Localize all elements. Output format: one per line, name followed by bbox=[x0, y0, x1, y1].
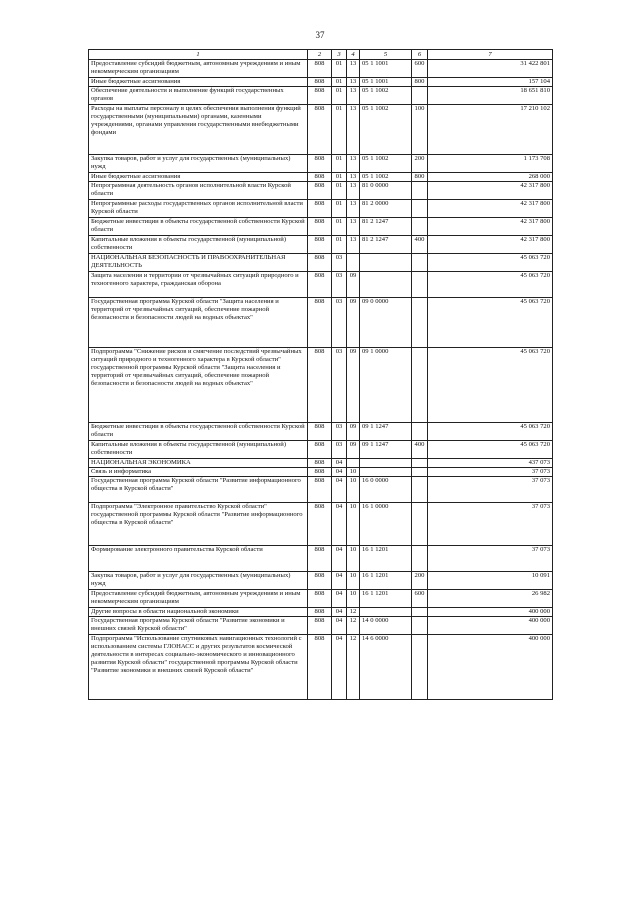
amount: 37 073 bbox=[428, 477, 553, 503]
code-section: 04 bbox=[332, 503, 347, 546]
code-section: 04 bbox=[332, 617, 347, 635]
code-expense-type bbox=[412, 423, 428, 441]
row-name: Государственная программа Курской области "Защита населения и территорий от чрезвычайных ситуаций, обеспечение пожарной безопасности и безопасности людей на водных объектах" bbox=[89, 298, 308, 348]
code-expense-type bbox=[412, 503, 428, 546]
code-target-article: 05 1 1001 bbox=[360, 60, 412, 78]
code-target-article bbox=[360, 608, 412, 617]
code-department: 808 bbox=[308, 254, 332, 272]
row-name: Защита населения и территории от чрезвычайных ситуаций природного и техногенного характера, гражданская оборона bbox=[89, 272, 308, 298]
code-target-article: 81 2 0000 bbox=[360, 200, 412, 218]
code-target-article bbox=[360, 272, 412, 298]
row-name: Предоставление субсидий бюджетным, автономным учреждениям и иным некоммерческим организациям bbox=[89, 590, 308, 608]
amount: 45 063 720 bbox=[428, 348, 553, 423]
code-section: 01 bbox=[332, 173, 347, 182]
code-target-article: 81 0 0000 bbox=[360, 182, 412, 200]
code-subsection: 13 bbox=[347, 173, 360, 182]
header-col-3: 3 bbox=[332, 50, 347, 60]
code-expense-type bbox=[412, 254, 428, 272]
table-row bbox=[89, 173, 553, 182]
code-target-article: 16 1 1201 bbox=[360, 572, 412, 590]
amount: 10 091 bbox=[428, 572, 553, 590]
code-department: 808 bbox=[308, 441, 332, 459]
code-target-article: 16 1 1201 bbox=[360, 590, 412, 608]
code-section: 01 bbox=[332, 155, 347, 173]
code-expense-type bbox=[412, 200, 428, 218]
table-row bbox=[89, 254, 553, 272]
code-section: 01 bbox=[332, 218, 347, 236]
table-row bbox=[89, 155, 553, 173]
budget-table bbox=[88, 49, 553, 700]
row-name: Капитальные вложения в объекты государственной (муниципальной) собственности bbox=[89, 441, 308, 459]
table-row bbox=[89, 236, 553, 254]
code-department: 808 bbox=[308, 173, 332, 182]
code-department: 808 bbox=[308, 236, 332, 254]
code-department: 808 bbox=[308, 218, 332, 236]
amount: 42 317 800 bbox=[428, 182, 553, 200]
code-section: 01 bbox=[332, 60, 347, 78]
code-department: 808 bbox=[308, 617, 332, 635]
header-col-4: 4 bbox=[347, 50, 360, 60]
code-target-article: 14 6 0000 bbox=[360, 635, 412, 700]
code-expense-type bbox=[412, 477, 428, 503]
row-name: Формирование электронного правительства Курской области bbox=[89, 546, 308, 572]
row-name: Связь и информатика bbox=[89, 468, 308, 477]
amount: 37 073 bbox=[428, 468, 553, 477]
header-row bbox=[89, 50, 553, 60]
table-row bbox=[89, 546, 553, 572]
code-subsection: 13 bbox=[347, 200, 360, 218]
code-subsection: 13 bbox=[347, 155, 360, 173]
code-subsection: 10 bbox=[347, 477, 360, 503]
code-target-article: 05 1 1002 bbox=[360, 155, 412, 173]
code-subsection: 13 bbox=[347, 218, 360, 236]
code-expense-type bbox=[412, 468, 428, 477]
code-subsection: 13 bbox=[347, 87, 360, 105]
row-name: Закупка товаров, работ и услуг для государственных (муниципальных) нужд bbox=[89, 572, 308, 590]
amount: 26 982 bbox=[428, 590, 553, 608]
code-section: 03 bbox=[332, 298, 347, 348]
code-subsection: 13 bbox=[347, 182, 360, 200]
table-row bbox=[89, 298, 553, 348]
code-department: 808 bbox=[308, 503, 332, 546]
code-subsection: 09 bbox=[347, 348, 360, 423]
code-target-article: 16 1 1201 bbox=[360, 546, 412, 572]
code-expense-type: 400 bbox=[412, 441, 428, 459]
code-section: 03 bbox=[332, 272, 347, 298]
code-department: 808 bbox=[308, 348, 332, 423]
amount: 37 073 bbox=[428, 503, 553, 546]
table-row bbox=[89, 78, 553, 87]
row-name: Непрограммная деятельность органов исполнительной власти Курской области bbox=[89, 182, 308, 200]
row-name: Подпрограмма "Снижение рисков и смягчение последствий чрезвычайных ситуаций природного и техногенного характера в Курской области" государственной программы Курской области "Защита населения и территорий от чрезвычайных ситуаций, обеспечение пожарной безопасности и безопасности людей на водных объектах" bbox=[89, 348, 308, 423]
code-section: 03 bbox=[332, 441, 347, 459]
code-department: 808 bbox=[308, 298, 332, 348]
code-subsection: 12 bbox=[347, 617, 360, 635]
amount: 18 651 810 bbox=[428, 87, 553, 105]
row-name: Иные бюджетные ассигнования bbox=[89, 78, 308, 87]
code-department: 808 bbox=[308, 272, 332, 298]
code-expense-type: 600 bbox=[412, 590, 428, 608]
row-name: Подпрограмма "Электронное правительство Курской области" государственной программы Курской области "Развитие информационного общества в Курской области" bbox=[89, 503, 308, 546]
amount: 42 317 800 bbox=[428, 200, 553, 218]
table-row bbox=[89, 182, 553, 200]
table-row bbox=[89, 272, 553, 298]
amount: 31 422 801 bbox=[428, 60, 553, 78]
table-row bbox=[89, 590, 553, 608]
code-section: 04 bbox=[332, 477, 347, 503]
row-name: Бюджетные инвестиции в объекты государственной собственности Курской области bbox=[89, 218, 308, 236]
code-target-article: 05 1 1001 bbox=[360, 78, 412, 87]
header-col-5: 5 bbox=[360, 50, 412, 60]
code-target-article: 09 1 0000 bbox=[360, 348, 412, 423]
code-department: 808 bbox=[308, 155, 332, 173]
code-department: 808 bbox=[308, 590, 332, 608]
code-department: 808 bbox=[308, 423, 332, 441]
amount: 45 063 720 bbox=[428, 423, 553, 441]
code-department: 808 bbox=[308, 468, 332, 477]
code-department: 808 bbox=[308, 87, 332, 105]
code-subsection: 09 bbox=[347, 272, 360, 298]
code-target-article: 81 2 1247 bbox=[360, 236, 412, 254]
code-target-article: 09 1 1247 bbox=[360, 441, 412, 459]
table-row bbox=[89, 635, 553, 700]
code-subsection: 10 bbox=[347, 468, 360, 477]
code-target-article: 14 0 0000 bbox=[360, 617, 412, 635]
code-section: 04 bbox=[332, 546, 347, 572]
code-expense-type bbox=[412, 617, 428, 635]
code-section: 03 bbox=[332, 254, 347, 272]
amount: 400 000 bbox=[428, 608, 553, 617]
table-row bbox=[89, 608, 553, 617]
code-subsection: 09 bbox=[347, 423, 360, 441]
code-department: 808 bbox=[308, 60, 332, 78]
code-expense-type: 100 bbox=[412, 105, 428, 155]
code-section: 04 bbox=[332, 608, 347, 617]
code-subsection: 13 bbox=[347, 60, 360, 78]
code-expense-type bbox=[412, 182, 428, 200]
code-department: 808 bbox=[308, 477, 332, 503]
code-expense-type bbox=[412, 298, 428, 348]
code-section: 04 bbox=[332, 572, 347, 590]
table-row bbox=[89, 572, 553, 590]
table-row bbox=[89, 459, 553, 468]
row-name: Капитальные вложения в объекты государственной (муниципальной) собственности bbox=[89, 236, 308, 254]
code-department: 808 bbox=[308, 608, 332, 617]
code-expense-type bbox=[412, 87, 428, 105]
row-name: Предоставление субсидий бюджетным, автономным учреждениям и иным некоммерческим организациям bbox=[89, 60, 308, 78]
code-target-article: 16 0 0000 bbox=[360, 477, 412, 503]
code-target-article bbox=[360, 468, 412, 477]
code-subsection: 10 bbox=[347, 503, 360, 546]
row-name: Обеспечение деятельности и выполнение функций государственных органов bbox=[89, 87, 308, 105]
table-row bbox=[89, 60, 553, 78]
code-expense-type bbox=[412, 272, 428, 298]
code-section: 04 bbox=[332, 459, 347, 468]
table-row bbox=[89, 423, 553, 441]
table-row bbox=[89, 468, 553, 477]
amount: 45 063 720 bbox=[428, 272, 553, 298]
amount: 45 063 720 bbox=[428, 254, 553, 272]
code-subsection: 09 bbox=[347, 298, 360, 348]
code-department: 808 bbox=[308, 572, 332, 590]
code-department: 808 bbox=[308, 200, 332, 218]
code-section: 01 bbox=[332, 78, 347, 87]
code-department: 808 bbox=[308, 459, 332, 468]
code-expense-type: 200 bbox=[412, 155, 428, 173]
code-section: 04 bbox=[332, 635, 347, 700]
code-subsection: 13 bbox=[347, 78, 360, 87]
code-expense-type bbox=[412, 635, 428, 700]
amount: 437 073 bbox=[428, 459, 553, 468]
code-subsection bbox=[347, 254, 360, 272]
code-department: 808 bbox=[308, 546, 332, 572]
row-name: Иные бюджетные ассигнования bbox=[89, 173, 308, 182]
code-subsection: 12 bbox=[347, 608, 360, 617]
row-name: Расходы на выплаты персоналу в целях обеспечения выполнения функций государственными (муниципальными) органами, казенными учреждениями, органами управления государственными внебюджетными фондами bbox=[89, 105, 308, 155]
row-name: Непрограммные расходы государственных органов исполнительной власти Курской области bbox=[89, 200, 308, 218]
code-expense-type: 400 bbox=[412, 236, 428, 254]
code-subsection: 09 bbox=[347, 441, 360, 459]
header-col-6: 6 bbox=[412, 50, 428, 60]
code-expense-type: 800 bbox=[412, 78, 428, 87]
code-section: 01 bbox=[332, 182, 347, 200]
code-target-article: 81 2 1247 bbox=[360, 218, 412, 236]
code-section: 01 bbox=[332, 105, 347, 155]
code-section: 01 bbox=[332, 200, 347, 218]
code-target-article: 05 1 1002 bbox=[360, 105, 412, 155]
amount: 400 000 bbox=[428, 635, 553, 700]
amount: 42 317 800 bbox=[428, 218, 553, 236]
amount: 45 063 720 bbox=[428, 298, 553, 348]
table-row bbox=[89, 477, 553, 503]
code-expense-type bbox=[412, 348, 428, 423]
code-subsection: 13 bbox=[347, 105, 360, 155]
code-expense-type bbox=[412, 608, 428, 617]
code-subsection: 10 bbox=[347, 572, 360, 590]
code-expense-type bbox=[412, 218, 428, 236]
code-target-article: 05 1 1002 bbox=[360, 173, 412, 182]
amount: 157 104 bbox=[428, 78, 553, 87]
code-expense-type: 800 bbox=[412, 173, 428, 182]
code-department: 808 bbox=[308, 635, 332, 700]
table-row bbox=[89, 348, 553, 423]
table-body bbox=[89, 60, 553, 700]
row-name: НАЦИОНАЛЬНАЯ ЭКОНОМИКА bbox=[89, 459, 308, 468]
code-target-article: 16 1 0000 bbox=[360, 503, 412, 546]
row-name: Государственная программа Курской области "Развитие экономики и внешних связей Курской области" bbox=[89, 617, 308, 635]
row-name: Государственная программа Курской области "Развитие информационного общества в Курской области" bbox=[89, 477, 308, 503]
code-target-article: 09 1 1247 bbox=[360, 423, 412, 441]
amount: 400 000 bbox=[428, 617, 553, 635]
table-row bbox=[89, 105, 553, 155]
table-row bbox=[89, 503, 553, 546]
amount: 17 210 102 bbox=[428, 105, 553, 155]
row-name: Бюджетные инвестиции в объекты государственной собственности Курской области bbox=[89, 423, 308, 441]
code-section: 01 bbox=[332, 236, 347, 254]
table-row bbox=[89, 617, 553, 635]
code-section: 04 bbox=[332, 468, 347, 477]
code-subsection: 12 bbox=[347, 635, 360, 700]
code-department: 808 bbox=[308, 182, 332, 200]
code-subsection: 10 bbox=[347, 590, 360, 608]
header-col-1: 1 bbox=[89, 50, 308, 60]
amount: 1 173 708 bbox=[428, 155, 553, 173]
code-target-article bbox=[360, 459, 412, 468]
code-section: 03 bbox=[332, 423, 347, 441]
amount: 42 317 800 bbox=[428, 236, 553, 254]
code-subsection bbox=[347, 459, 360, 468]
table-row bbox=[89, 87, 553, 105]
code-target-article: 09 0 0000 bbox=[360, 298, 412, 348]
amount: 268 000 bbox=[428, 173, 553, 182]
code-department: 808 bbox=[308, 105, 332, 155]
row-name: Закупка товаров, работ и услуг для государственных (муниципальных) нужд bbox=[89, 155, 308, 173]
code-subsection: 10 bbox=[347, 546, 360, 572]
code-target-article: 05 1 1002 bbox=[360, 87, 412, 105]
header-col-7: 7 bbox=[428, 50, 553, 60]
code-expense-type: 600 bbox=[412, 60, 428, 78]
code-section: 03 bbox=[332, 348, 347, 423]
code-subsection: 13 bbox=[347, 236, 360, 254]
code-expense-type bbox=[412, 459, 428, 468]
code-department: 808 bbox=[308, 78, 332, 87]
page-number: 37 bbox=[315, 30, 325, 40]
table-row bbox=[89, 200, 553, 218]
row-name: Другие вопросы в области национальной экономики bbox=[89, 608, 308, 617]
row-name: НАЦИОНАЛЬНАЯ БЕЗОПАСНОСТЬ И ПРАВООХРАНИТЕЛЬНАЯ ДЕЯТЕЛЬНОСТЬ bbox=[89, 254, 308, 272]
header-col-2: 2 bbox=[308, 50, 332, 60]
code-target-article bbox=[360, 254, 412, 272]
code-section: 01 bbox=[332, 87, 347, 105]
table-row bbox=[89, 218, 553, 236]
amount: 45 063 720 bbox=[428, 441, 553, 459]
code-expense-type bbox=[412, 546, 428, 572]
code-expense-type: 200 bbox=[412, 572, 428, 590]
table-row bbox=[89, 441, 553, 459]
amount: 37 073 bbox=[428, 546, 553, 572]
row-name: Подпрограмма "Использование спутниковых навигационных технологий с использованием системы ГЛОНАСС и других результатов космической деятельности в интересах социально-экономического и инновационного развития Курской области" государственной программы Курской области "Развитие экономики и внешних связей Курской области" bbox=[89, 635, 308, 700]
code-section: 04 bbox=[332, 590, 347, 608]
